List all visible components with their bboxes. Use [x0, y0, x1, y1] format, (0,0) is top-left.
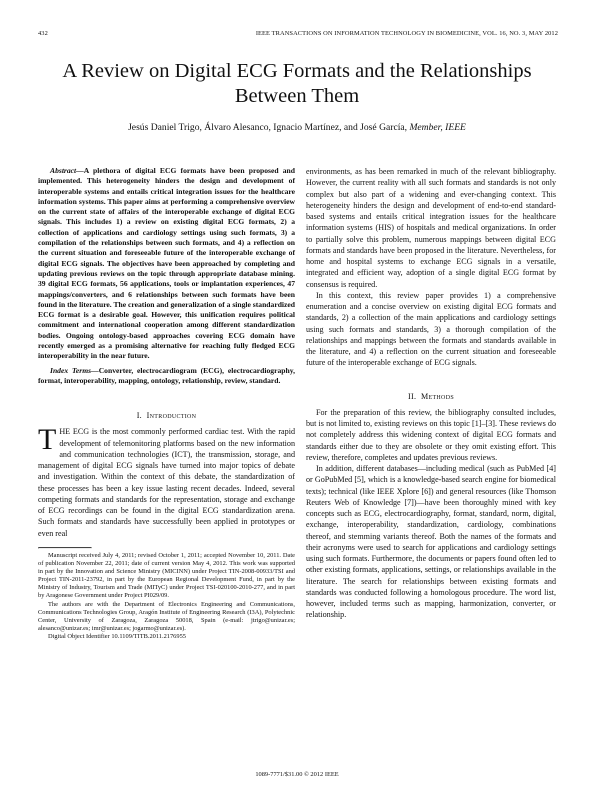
- section-number: I.: [136, 411, 143, 421]
- index-terms-lead: Index Terms—: [50, 365, 99, 375]
- paragraph-continued: environments, as has been remarked in much of the relevant bibliography. However, the current reality with all such formats and standards is not only complex but also part of a widening and ever-changing context. This heterogeneity hinders the design and development of end-to-end standard-based systems and entails critical integration issues for the healthcare information systems (HIS) of hospitals and medical organizations. In order to partially solve this problem, numerous mappings between digital ECG formats and standards have been proposed in the literature. Nevertheless, for home and hospital systems to exchange ECG signals in a versatile, integrated and efficient way, adoption of a single digital ECG format by consensus is required.: [306, 167, 556, 289]
- section-title: Introduction: [146, 411, 197, 421]
- drop-cap: T: [38, 423, 57, 457]
- section-title: Methods: [421, 391, 454, 401]
- abstract-text: A plethora of digital ECG formats have been proposed and implemented. This heterogeneity hinders the design and development of interoperable systems and entails critical integration issues for the healthcare information systems. This paper aims at performing a comprehensive overview on the current state of affairs of the interoperable exchange of digital ECG signals. This includes 1) a review on existing digital ECG formats, 2) a collection of applications and cardiology settings using such formats, 3) a compilation of the relationships between such formats, and 4) a reflection on the current situation and foreseeable future of the interoperable exchange of digital ECG signals. The objectives have been approached by completing and updating previous reviews on the topic through appropriate database mining. 39 digital ECG formats, 56 applications, tools or implantation experiences, 47 mappings/converters, and 6 relationships between such formats have been found in the literature. The creation and generalization of a single standardized ECG format is a desirable goal. However, this unification requires political commitment and international cooperation among different standardization bodies. Ongoing ontology-based approaches covering ECG domain have recently emerged as a promising alternative for reaching fully fledged ECG interoperability in the near future.: [38, 166, 295, 361]
- author-names: Jesús Daniel Trigo, Álvaro Alesanco, Ignacio Martínez, and José García,: [128, 122, 408, 133]
- index-terms: [38, 366, 295, 387]
- copyright-footer: 1089-7771/$31.00 © 2012 IEEE: [255, 771, 339, 778]
- page-number: 432: [38, 30, 48, 37]
- left-column: [38, 166, 295, 641]
- paper-title: A Review on Digital ECG Formats and the Relationships Between Them: [62, 60, 532, 107]
- index-terms-text: Converter, electrocardiogram (ECG), electrocardiography, format, interoperability, mapping, ontology, relationship, review, standard.: [38, 365, 295, 385]
- author-list: [40, 122, 554, 133]
- paragraph-contributions: In this context, this review paper provides 1) a comprehensive enumeration and a concise overview on existing digital ECG formats and standards, 2) a collection of the main applications and cardiology settings using such formats and standards, 3) a thorough compilation of the relationships and mappings between the formats and standards available in the literature, and 4) a reflection on the current situation and foreseeable future of the interoperable exchange of ECG signals.: [306, 290, 556, 368]
- section-number: II.: [408, 391, 417, 401]
- intro-text: HE ECG is the most commonly performed cardiac test. With the rapid development of telemonitoring platforms based on the new information and communication technologies (ICT), the transmission, storage, and management of digital ECG signals have turned into major topics of debate and investigation. Within the context of this debate, the standardization of these processes has been a key issue lasting recent decades. Indeed, several competing formats and standards for the representation, storage and exchange of ECG recordings can be found in the digital ECG standardization arena. Such formats and standards have successfully been applied in prototypes or even real: [38, 427, 295, 538]
- footnote-affiliation: The authors are with the Department of Electronics Engineering and Communications, Communications Technologies Group, Aragón Institute of Engineering Research (I3A), Polytechnic Center, University of Zaragoza, Zaragoza 50018, Spain (e-mail: jtrigo@unizar.es; alesanco@unizar.es; imr@unizar.es; jogarmo@unizar.es).: [38, 600, 295, 632]
- methods-paragraph-2: In addition, different databases—including medical (such as PubMed [4] or GoPubMed [5], which is a knowledge-based search engine for biomedical texts); technical (like IEEE Xplore [6]) and general resources (like Thomson Reuters Web of Knowledge [7])—have been thoroughly mined with key concepts such as ECG, electrocardiography, format, standard, norm, digital, exchange, interoperability, standardization, cardiology, combinations thereof, and stemming variants thereof. Both the names of the formats and their acronyms were used to search for applications and cardiology settings using such formats. Furthermore, the documents or papers found often led to other existing formats, applications, settings, or relationships available in the literature. The search for relationships between existing formats and standards was conducted following a homologous procedure. The word list, however, included terms such as mapping, harmonization, converter, or relationship.: [306, 464, 556, 620]
- methods-paragraph-1: For the preparation of this review, the bibliography consulted includes, but is not limited to, existing reviews on this topic [1]–[3]. These reviews do not completely address this widening context of digital ECG formats and standards either due to they are obsolete or they omit existing effort. This review, therefore, completes and updates previous reviews.: [306, 407, 556, 462]
- section-heading-methods: [306, 391, 556, 402]
- intro-paragraph: [38, 423, 295, 539]
- section-heading-introduction: [38, 410, 295, 421]
- footnote-received: Manuscript received July 4, 2011; revised October 1, 2011; accepted November 10, 2011. Date of publication November 22, 2011; date of current version May 4, 2012. This work was supported in part by the Innovation and Science Ministry (MICINN) under Project TIN-2008-00933/TSI and Project TIN-2011-23792, in part by the European Regional Development Fund, in part by the Ministry of Industry, Tourism and Trade (MITyC) under Project TSI-020100-2010-277, and in part by Aragonese Government under Project PI029/09.: [38, 551, 295, 600]
- author-membership: Member, IEEE: [409, 122, 466, 133]
- running-header: IEEE TRANSACTIONS ON INFORMATION TECHNOLOGY IN BIOMEDICINE, VOL. 16, NO. 3, MAY 2012: [255, 30, 558, 37]
- footnote-doi: Digital Object Identifier 10.1109/TITB.2011.2176955: [48, 632, 186, 640]
- abstract: [38, 166, 295, 362]
- right-column: [306, 166, 556, 621]
- abstract-lead: Abstract—: [50, 166, 84, 175]
